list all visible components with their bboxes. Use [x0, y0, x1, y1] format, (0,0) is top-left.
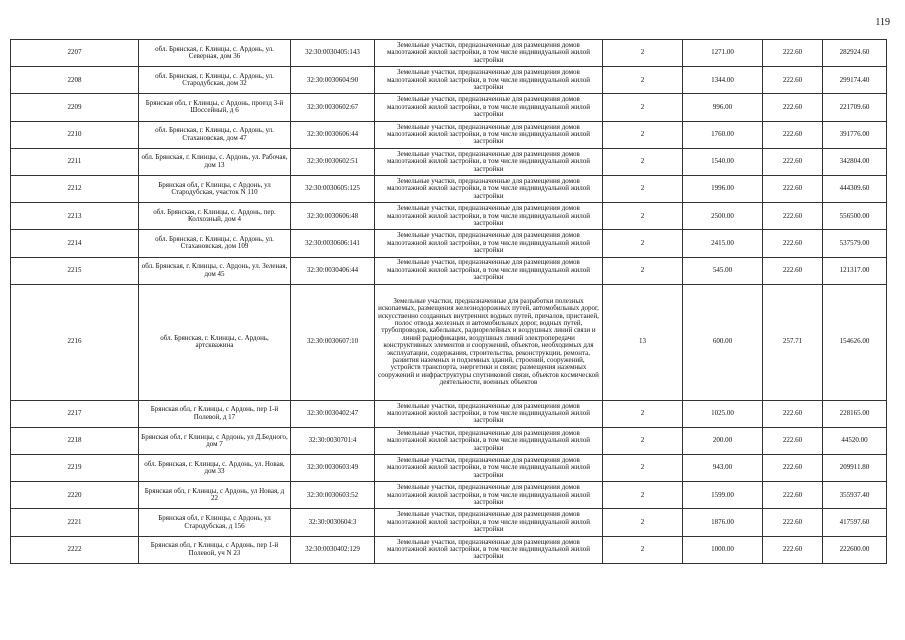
- row-value: 537579.00: [823, 230, 887, 257]
- row-group: 2: [603, 67, 683, 94]
- row-land-use: Земельные участки, предназначенные для размещения домов малоэтажной жилой застройки, в том числе индивидуальной жилой застройки: [375, 455, 603, 482]
- row-value: 228165.00: [823, 400, 887, 427]
- row-value: 355937.40: [823, 482, 887, 509]
- row-land-use: Земельные участки, предназначенные для размещения домов малоэтажной жилой застройки, в том числе индивидуальной жилой застройки: [375, 148, 603, 175]
- row-group: 2: [603, 203, 683, 230]
- row-number: 2220: [11, 482, 139, 509]
- row-group: 2: [603, 509, 683, 536]
- row-land-use: Земельные участки, предназначенные для размещения домов малоэтажной жилой застройки, в том числе индивидуальной жилой застройки: [375, 40, 603, 67]
- table-row: [11, 482, 887, 509]
- row-group: 2: [603, 121, 683, 148]
- table-row: [11, 148, 887, 175]
- row-address: обл. Брянская, г. Клинцы, с. Ардонь, пер. Колхозный, дом 4: [139, 203, 291, 230]
- row-land-use: Земельные участки, предназначенные для размещения домов малоэтажной жилой застройки, в том числе индивидуальной жилой застройки: [375, 94, 603, 121]
- row-value: 121317.00: [823, 257, 887, 284]
- table-row: [11, 284, 887, 400]
- row-area: 1876.00: [683, 509, 763, 536]
- table-row: [11, 257, 887, 284]
- row-address: обл. Брянская, г. Клинцы, с. Ардонь, ул. Стахановская, дом 109: [139, 230, 291, 257]
- row-number: 2207: [11, 40, 139, 67]
- row-number: 2215: [11, 257, 139, 284]
- row-cadastral-number: 32:30:0030604:90: [291, 67, 375, 94]
- row-address: Брянская обл, г Клинцы, с Ардонь, ул Стародубская, д 156: [139, 509, 291, 536]
- row-number: 2212: [11, 175, 139, 202]
- row-cadastral-number: 32:30:0030701:4: [291, 427, 375, 454]
- row-cadastral-number: 32:30:0030607:10: [291, 284, 375, 400]
- row-number: 2211: [11, 148, 139, 175]
- table-row: [11, 230, 887, 257]
- row-value: 556500.00: [823, 203, 887, 230]
- row-value: 391776.00: [823, 121, 887, 148]
- row-address: Брянская обл, г Клинцы, с Ардонь, ул Д.Бедного, дом 7: [139, 427, 291, 454]
- row-group: 2: [603, 536, 683, 563]
- row-group: 2: [603, 40, 683, 67]
- row-cadastral-number: 32:30:0030402:129: [291, 536, 375, 563]
- row-land-use: Земельные участки, предназначенные для размещения домов малоэтажной жилой застройки, в том числе индивидуальной жилой застройки: [375, 230, 603, 257]
- row-value: 299174.40: [823, 67, 887, 94]
- row-number: 2217: [11, 400, 139, 427]
- row-value: 342804.00: [823, 148, 887, 175]
- table-row: [11, 94, 887, 121]
- table-row: [11, 427, 887, 454]
- row-group: 2: [603, 175, 683, 202]
- row-rate: 222.60: [763, 427, 823, 454]
- row-land-use: Земельные участки, предназначенные для размещения домов малоэтажной жилой застройки, в том числе индивидуальной жилой застройки: [375, 536, 603, 563]
- row-area: 996.00: [683, 94, 763, 121]
- row-rate: 222.60: [763, 175, 823, 202]
- row-address: Брянская обл, г Клинцы, с Ардонь, проезд 3-й Шоссейный, д 6: [139, 94, 291, 121]
- table-row: [11, 455, 887, 482]
- row-area: 1599.00: [683, 482, 763, 509]
- row-address: обл. Брянская, г. Клинцы, с. Ардонь, ул. Стародубская, дом 32: [139, 67, 291, 94]
- table-row: [11, 536, 887, 563]
- row-area: 2415.00: [683, 230, 763, 257]
- row-rate: 222.60: [763, 482, 823, 509]
- table-row: [11, 121, 887, 148]
- row-area: 943.00: [683, 455, 763, 482]
- row-rate: 222.60: [763, 67, 823, 94]
- row-group: 13: [603, 284, 683, 400]
- row-cadastral-number: 32:30:0030405:143: [291, 40, 375, 67]
- table-row: [11, 203, 887, 230]
- row-rate: 222.60: [763, 257, 823, 284]
- table-body: [11, 40, 887, 564]
- row-group: 2: [603, 455, 683, 482]
- row-number: 2209: [11, 94, 139, 121]
- row-land-use: Земельные участки, предназначенные для размещения домов малоэтажной жилой застройки, в том числе индивидуальной жилой застройки: [375, 175, 603, 202]
- row-rate: 222.60: [763, 400, 823, 427]
- row-number: 2208: [11, 67, 139, 94]
- row-cadastral-number: 32:30:0030402:47: [291, 400, 375, 427]
- row-address: обл. Брянская, г. Клинцы, с. Ардонь, артскважина: [139, 284, 291, 400]
- row-number: 2222: [11, 536, 139, 563]
- row-land-use: Земельные участки, предназначенные для размещения домов малоэтажной жилой застройки, в том числе индивидуальной жилой застройки: [375, 482, 603, 509]
- row-land-use: Земельные участки, предназначенные для размещения домов малоэтажной жилой застройки, в том числе индивидуальной жилой застройки: [375, 509, 603, 536]
- row-area: 1540.00: [683, 148, 763, 175]
- row-group: 2: [603, 400, 683, 427]
- row-number: 2218: [11, 427, 139, 454]
- row-address: обл. Брянская, г. Клинцы, с. Ардонь, ул. Рабочая, дом 13: [139, 148, 291, 175]
- row-address: Брянская обл, г Клинцы, с Ардонь, ул Новая, д 22: [139, 482, 291, 509]
- row-rate: 222.60: [763, 148, 823, 175]
- row-number: 2214: [11, 230, 139, 257]
- row-land-use: Земельные участки, предназначенные для размещения домов малоэтажной жилой застройки, в том числе индивидуальной жилой застройки: [375, 121, 603, 148]
- row-value: 209911.80: [823, 455, 887, 482]
- row-address: Брянская обл, г Клинцы, с Ардонь, пер 1-й Полевой, уч N 23: [139, 536, 291, 563]
- row-land-use: Земельные участки, предназначенные для размещения домов малоэтажной жилой застройки, в том числе индивидуальной жилой застройки: [375, 67, 603, 94]
- row-address: Брянская обл, г Клинцы, с Ардонь, пер 1-й Полевой, д 17: [139, 400, 291, 427]
- row-value: 417597.60: [823, 509, 887, 536]
- row-group: 2: [603, 482, 683, 509]
- row-group: 2: [603, 230, 683, 257]
- row-address: Брянская обл, г Клинцы, с Ардонь, ул Стародубская, участок N 110: [139, 175, 291, 202]
- row-cadastral-number: 32:30:0030606:44: [291, 121, 375, 148]
- row-area: 1025.00: [683, 400, 763, 427]
- row-area: 545.00: [683, 257, 763, 284]
- row-number: 2210: [11, 121, 139, 148]
- page-number: 119: [875, 17, 890, 28]
- row-address: обл. Брянская, г. Клинцы, с. Ардонь, ул. Северная, дом 36: [139, 40, 291, 67]
- row-area: 1760.00: [683, 121, 763, 148]
- row-value: 154626.00: [823, 284, 887, 400]
- row-group: 2: [603, 257, 683, 284]
- row-group: 2: [603, 148, 683, 175]
- row-number: 2219: [11, 455, 139, 482]
- row-value: 44520.00: [823, 427, 887, 454]
- row-area: 1000.00: [683, 536, 763, 563]
- row-area: 200.00: [683, 427, 763, 454]
- row-value: 221709.60: [823, 94, 887, 121]
- row-land-use: Земельные участки, предназначенные для размещения домов малоэтажной жилой застройки, в том числе индивидуальной жилой застройки: [375, 203, 603, 230]
- row-rate: 222.60: [763, 230, 823, 257]
- row-number: 2221: [11, 509, 139, 536]
- row-cadastral-number: 32:30:0030604:3: [291, 509, 375, 536]
- row-rate: 222.60: [763, 94, 823, 121]
- land-valuation-table: [10, 39, 887, 564]
- row-group: 2: [603, 94, 683, 121]
- row-cadastral-number: 32:30:0030603:52: [291, 482, 375, 509]
- row-area: 600.00: [683, 284, 763, 400]
- table-row: [11, 509, 887, 536]
- row-cadastral-number: 32:30:0030606:48: [291, 203, 375, 230]
- row-area: 1344.00: [683, 67, 763, 94]
- row-area: 1996.00: [683, 175, 763, 202]
- row-address: обл. Брянская, г. Клинцы, с. Ардонь, ул. Зеленая, дом 45: [139, 257, 291, 284]
- row-land-use: Земельные участки, предназначенные для разработки полезных ископаемых, размещения железнодорожных путей, автомобильных дорог, искусственно созданных внутренних водных путей, причалов, пристаней, полос отвода железных и автомобильных дорог, водных путей, трубопроводов, кабельных, радиорелейных и воздушных линий связи и линий радиофикации, воздушных линий электропередачи конструктивных элементов и сооружений, объектов, необходимых для эксплуатации, содержания, строительства, реконструкции, ремонта, развития наземных и подземных зданий, строений, сооружений, устройств транспорта, энергетики и связи; размещения наземных сооружений и инфраструктуры спутниковой связи, объектов космической деятельности, военных объектов: [375, 284, 603, 400]
- row-value: 222600.00: [823, 536, 887, 563]
- row-number: 2216: [11, 284, 139, 400]
- row-area: 1271.00: [683, 40, 763, 67]
- row-rate: 257.71: [763, 284, 823, 400]
- row-rate: 222.60: [763, 536, 823, 563]
- row-rate: 222.60: [763, 121, 823, 148]
- row-rate: 222.60: [763, 40, 823, 67]
- row-rate: 222.60: [763, 203, 823, 230]
- table-row: [11, 40, 887, 67]
- table-row: [11, 400, 887, 427]
- row-address: обл. Брянская, г. Клинцы, с. Ардонь, ул. Новая, дом 33: [139, 455, 291, 482]
- row-value: 282924.60: [823, 40, 887, 67]
- row-cadastral-number: 32:30:0030606:141: [291, 230, 375, 257]
- row-cadastral-number: 32:30:0030406:44: [291, 257, 375, 284]
- row-rate: 222.60: [763, 455, 823, 482]
- row-cadastral-number: 32:30:0030605:125: [291, 175, 375, 202]
- row-cadastral-number: 32:30:0030602:67: [291, 94, 375, 121]
- row-cadastral-number: 32:30:0030602:51: [291, 148, 375, 175]
- row-cadastral-number: 32:30:0030603:49: [291, 455, 375, 482]
- row-address: обл. Брянская, г. Клинцы, с. Ардонь, ул. Стахановская, дом 47: [139, 121, 291, 148]
- table-row: [11, 67, 887, 94]
- table-row: [11, 175, 887, 202]
- row-land-use: Земельные участки, предназначенные для размещения домов малоэтажной жилой застройки, в том числе индивидуальной жилой застройки: [375, 400, 603, 427]
- row-area: 2500.00: [683, 203, 763, 230]
- row-value: 444309.60: [823, 175, 887, 202]
- row-number: 2213: [11, 203, 139, 230]
- row-rate: 222.60: [763, 509, 823, 536]
- row-land-use: Земельные участки, предназначенные для размещения домов малоэтажной жилой застройки, в том числе индивидуальной жилой застройки: [375, 257, 603, 284]
- row-land-use: Земельные участки, предназначенные для размещения домов малоэтажной жилой застройки, в том числе индивидуальной жилой застройки: [375, 427, 603, 454]
- row-group: 2: [603, 427, 683, 454]
